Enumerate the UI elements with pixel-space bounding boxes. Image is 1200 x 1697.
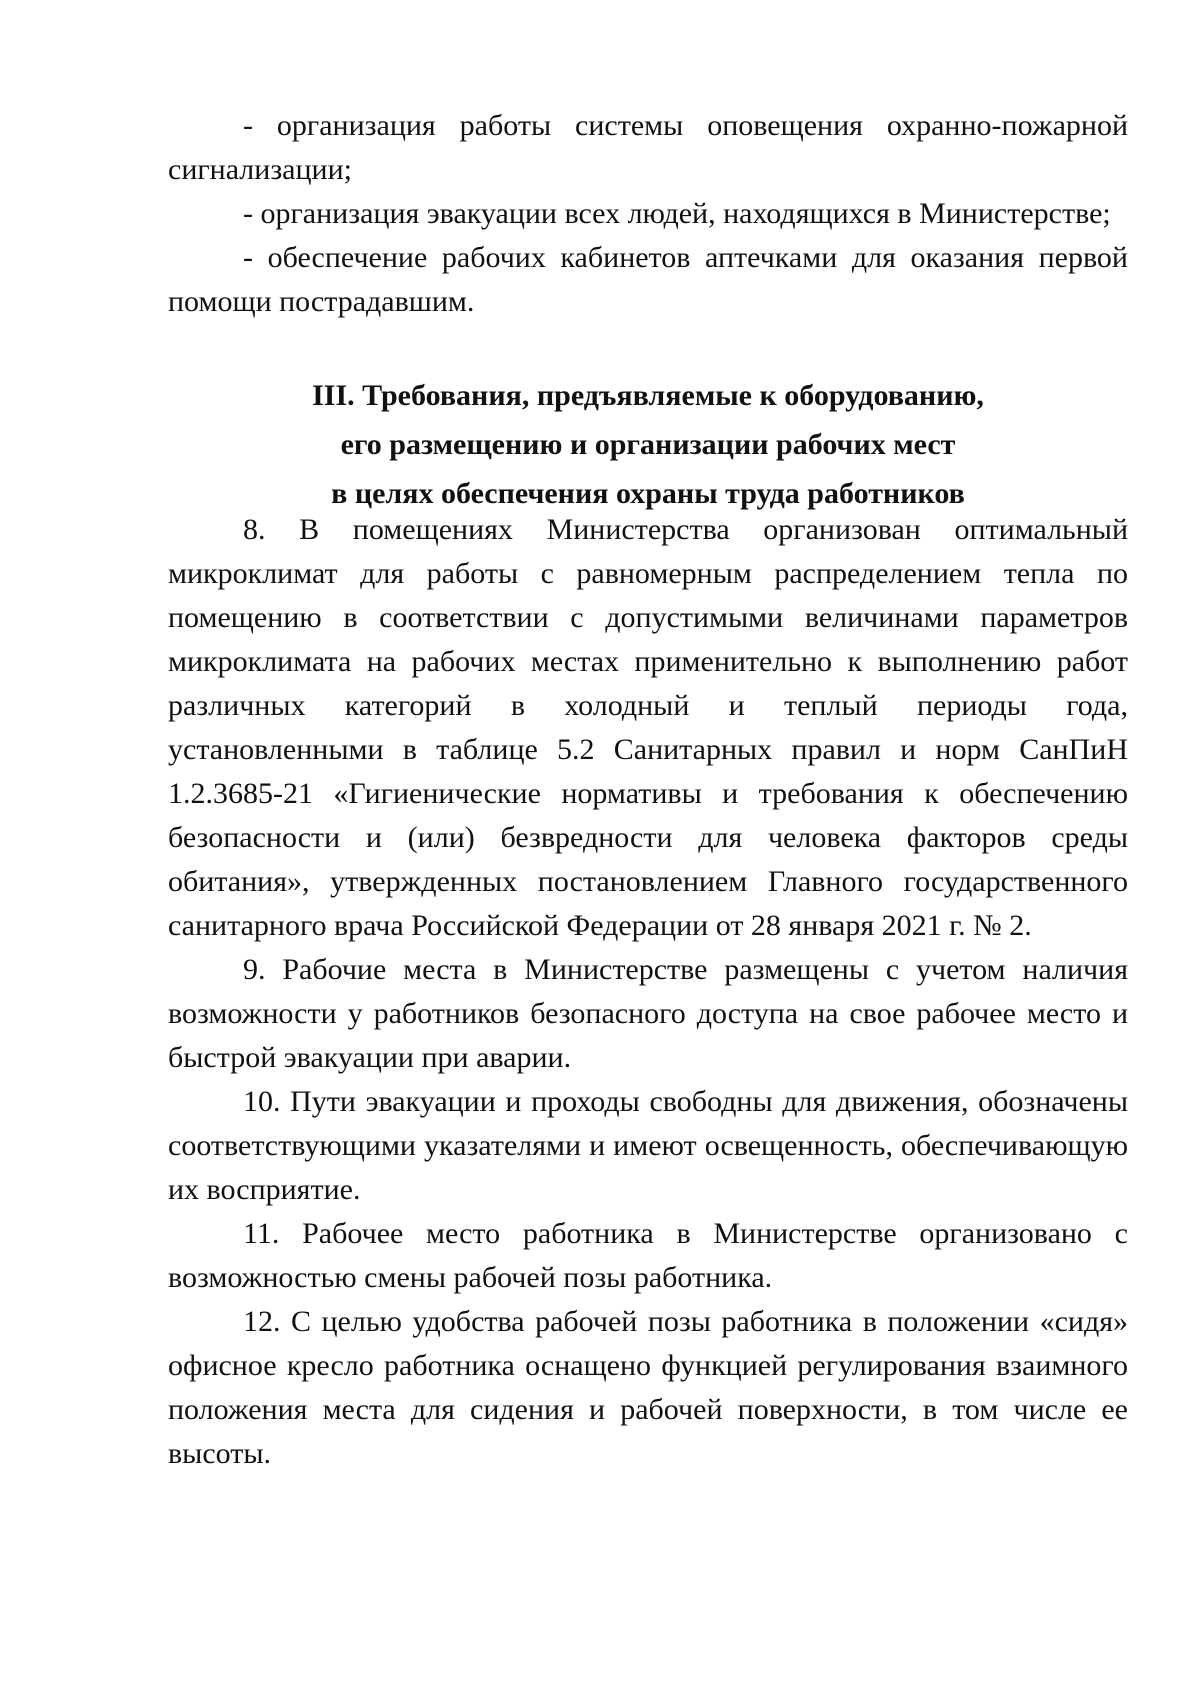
paragraph-8-microclimate: 8. В помещениях Министерства организован оптимальный микроклимат для работы с равномерным распределением тепла по помещению в соответствии с допустимыми величинами параметров микроклимата на рабочих местах применительно к выполнению работ различных категорий в холодный и теплый периоды года, установленными в таблице 5.2 Санитарных правил и норм СанПиН 1.2.3685-21 «Гигиенические нормативы и требования к обеспечению безопасности и (или) безвредности для человека факторов среды обитания», утвержденных постановлением Главного государственного санитарного врача Российской Федерации от 28 января 2021 г. № 2. — [168, 513, 1128, 942]
section-heading-line: III. Требования, предъявляемые к оборудованию, — [312, 379, 984, 412]
intro-list — [168, 104, 1128, 324]
paragraph-12-office-chair: 12. С целью удобства рабочей позы работника в положении «сидя» офисное кресло работника оснащено функцией регулирования взаимного положения места для сидения и рабочей поверхности, в том числе ее высоты. — [168, 1305, 1128, 1470]
section-heading — [168, 371, 1128, 518]
section-heading-line: его размещению и организации рабочих мест — [340, 428, 956, 461]
paragraph-11-work-posture: 11. Рабочее место работника в Министерстве организовано с возможностью смены рабочей позы работника. — [168, 1217, 1128, 1294]
paragraph-10-evacuation-routes: 10. Пути эвакуации и проходы свободны для движения, обозначены соответствующими указателями и имеют освещенность, обеспечивающую их восприятие. — [168, 1085, 1128, 1206]
section-body — [168, 508, 1128, 1476]
list-item-evacuation: - организация эвакуации всех людей, находящихся в Министерстве; — [243, 197, 1111, 230]
paragraph-9-workplaces: 9. Рабочие места в Министерстве размещены с учетом наличия возможности у работников безопасного доступа на свое рабочее место и быстрой эвакуации при аварии. — [168, 953, 1128, 1074]
section-heading-line: в целях обеспечения охраны труда работников — [331, 477, 965, 510]
list-item-first-aid: - обеспечение рабочих кабинетов аптечками для оказания первой помощи пострадавшим. — [168, 241, 1128, 318]
list-item-alarm-system: - организация работы системы оповещения охранно-пожарной сигнализации; — [168, 109, 1128, 186]
